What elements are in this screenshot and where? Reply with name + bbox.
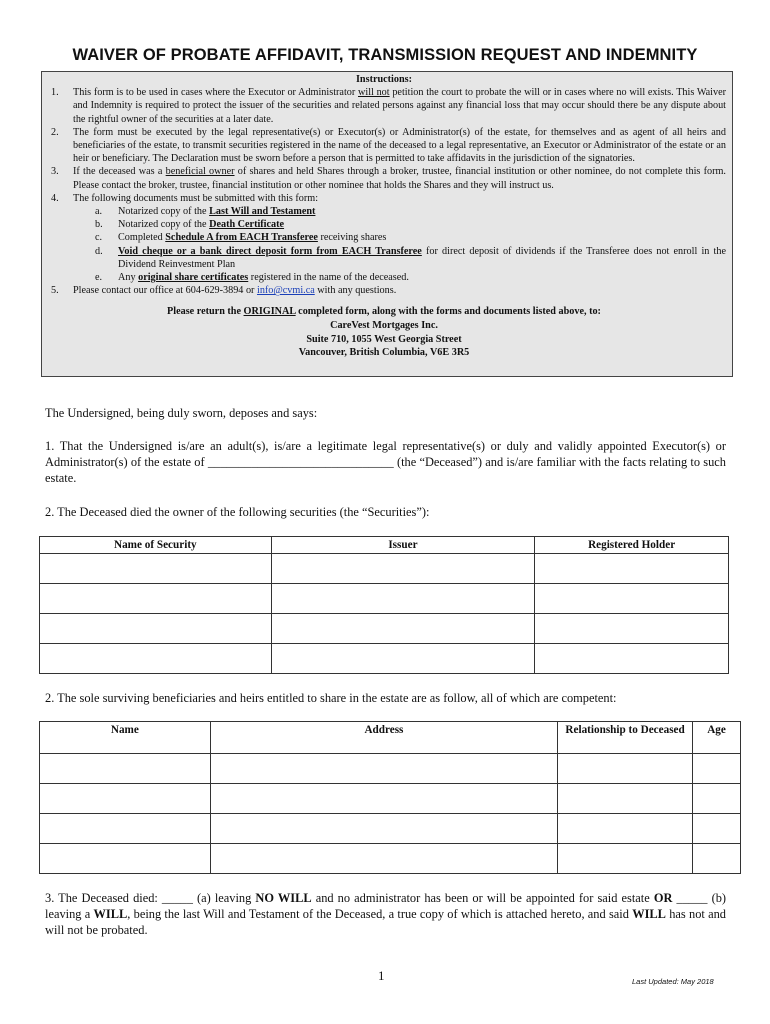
return-emphasis: ORIGINAL xyxy=(243,306,296,318)
return-text: Please return the xyxy=(167,306,244,318)
p3-text: and no administrator has been or will be appointed for said estate xyxy=(311,891,654,905)
document-item xyxy=(42,205,726,218)
name-cell[interactable] xyxy=(40,754,211,784)
issuer-cell[interactable] xyxy=(271,554,535,584)
age-cell[interactable] xyxy=(693,754,741,784)
issuer-cell[interactable] xyxy=(271,644,535,674)
col-header-address: Address xyxy=(210,722,557,754)
age-cell[interactable] xyxy=(693,844,741,874)
address-company: CareVest Mortgages Inc. xyxy=(330,320,438,332)
document-text: Completed xyxy=(118,232,166,244)
address-street: Suite 710, 1055 West Georgia Street xyxy=(306,333,462,345)
p3-bold: NO WILL xyxy=(255,891,312,905)
document-letter: d. xyxy=(95,245,103,257)
table-row xyxy=(40,554,729,584)
table-row xyxy=(40,644,729,674)
documents-sublist xyxy=(42,205,726,284)
instruction-text: petition the court to probate the will or in cases where no will exists. This Waiver and Indemnity is required to protect the issuer of the securities and related persons against any financial loss that may occur should there be any dispute about the rightful owner of the securities at a later date. xyxy=(73,87,727,125)
paragraph-2: 2. The Deceased died the owner of the following securities (the “Securities”): xyxy=(45,505,430,519)
document-item xyxy=(42,218,726,231)
instruction-number: 1. xyxy=(51,87,59,99)
age-cell[interactable] xyxy=(693,784,741,814)
registered-holder-cell[interactable] xyxy=(535,644,729,674)
document-text: Notarized copy of the xyxy=(118,206,210,218)
page-number: 1 xyxy=(378,968,385,983)
instruction-item xyxy=(42,165,726,191)
name-cell[interactable] xyxy=(40,784,211,814)
beneficiaries-table xyxy=(39,721,741,874)
instruction-item xyxy=(42,126,726,166)
document-emphasis: Void cheque or a bank direct deposit form from EACH Transferee xyxy=(118,245,422,257)
document-text: registered in the name of the deceased. xyxy=(248,272,409,284)
table-row xyxy=(40,754,741,784)
address-cell[interactable] xyxy=(210,754,557,784)
address-city: Vancouver, British Columbia, V6E 3R5 xyxy=(298,347,470,359)
instruction-text: This form is to be used in cases where the Executor or Administrator xyxy=(73,87,358,99)
instruction-item xyxy=(42,86,726,126)
document-text: receiving shares xyxy=(317,232,387,244)
p3-text: has not and will not be probated. xyxy=(45,907,726,937)
return-text: completed form, along with the forms and documents listed above, to: xyxy=(295,306,601,318)
document-emphasis: Death Certificate xyxy=(209,219,285,231)
p3-text: , being the last Will and Testament of the Deceased, a true copy of which is attached hereto, and said xyxy=(127,907,633,921)
relationship-cell[interactable] xyxy=(558,844,693,874)
name-cell[interactable] xyxy=(40,844,211,874)
table-row xyxy=(40,614,729,644)
registered-holder-cell[interactable] xyxy=(535,554,729,584)
document-letter: e. xyxy=(95,272,103,284)
address-cell[interactable] xyxy=(210,844,557,874)
col-header-name: Name xyxy=(40,722,211,754)
age-cell[interactable] xyxy=(693,814,741,844)
p3-bold: WILL xyxy=(632,907,666,921)
document-emphasis: Last Will and Testament xyxy=(209,206,316,218)
table-row xyxy=(40,784,741,814)
relationship-cell[interactable] xyxy=(558,754,693,784)
instruction-emphasis: beneficial owner xyxy=(165,166,235,178)
table-header-row xyxy=(40,722,741,754)
paragraph-2b: 2. The sole surviving beneficiaries and heirs entitled to share in the estate are as follow, all of which are competent: xyxy=(45,691,617,705)
security-name-cell[interactable] xyxy=(40,614,272,644)
instruction-number: 3. xyxy=(51,166,59,178)
p3-bold: OR xyxy=(653,891,673,905)
address-cell[interactable] xyxy=(210,814,557,844)
col-header-age: Age xyxy=(693,722,741,754)
intro-paragraph: The Undersigned, being duly sworn, deposes and says: xyxy=(45,406,318,420)
document-emphasis: Schedule A from EACH Transferee xyxy=(165,232,318,244)
document-item xyxy=(42,245,726,271)
last-updated: Last Updated: May 2018 xyxy=(632,977,714,986)
col-header-name-of-security: Name of Security xyxy=(40,537,272,554)
address-cell[interactable] xyxy=(210,784,557,814)
registered-holder-cell[interactable] xyxy=(535,584,729,614)
instruction-text: The form must be executed by the legal representative(s) or Executor(s) or Administrator(s) of the estate, for themselves and as agent of all heirs and beneficiaries of the estate, to transmit securities registered in the name of the deceased to a legal representative, an Executor or Administrator of the estate or an heir or beneficiary. The Declaration must be sworn before a person that is permitted to take affidavits in the jurisdiction of the signatories. xyxy=(73,126,726,165)
securities-table xyxy=(39,536,729,674)
relationship-cell[interactable] xyxy=(558,814,693,844)
email-link[interactable]: info@cvmi.ca xyxy=(256,285,315,297)
instruction-number: 4. xyxy=(51,192,59,204)
instruction-number: 5. xyxy=(51,285,59,297)
instructions-heading: Instructions: xyxy=(355,74,413,85)
table-row xyxy=(40,584,729,614)
col-header-registered-holder: Registered Holder xyxy=(535,537,729,554)
document-letter: b. xyxy=(95,219,103,231)
relationship-cell[interactable] xyxy=(558,784,693,814)
return-address-block xyxy=(42,305,726,359)
document-text: Any xyxy=(118,272,139,284)
paragraph-3 xyxy=(45,890,726,938)
instruction-emphasis: will not xyxy=(358,87,390,99)
security-name-cell[interactable] xyxy=(40,644,272,674)
paragraph-1: 1. That the Undersigned is/are an adult(s), is/are a legitimate legal representative(s) or duly and validly appointed Executor(s) or Administrator(s) of the estate of ______________________________ (the “Deceased”) and is/are familiar with the facts relating to such estate. xyxy=(45,439,726,485)
instruction-text: If the deceased was a xyxy=(73,166,166,178)
instruction-text: The following documents must be submitted with this form: xyxy=(73,192,319,204)
document-item xyxy=(42,231,726,244)
instruction-text: of shares and held Shares through a broker, trustee, financial institution or other nominee, do not complete this form. Please contact the broker, trustee, financial institution or other nominee that holds the Shares and they will instruct us. xyxy=(73,166,726,191)
name-cell[interactable] xyxy=(40,814,211,844)
form-title: WAIVER OF PROBATE AFFIDAVIT, TRANSMISSION REQUEST AND INDEMNITY xyxy=(72,46,698,64)
document-item xyxy=(42,271,726,284)
document-letter: c. xyxy=(95,232,103,244)
p3-text: 3. The Deceased died: _____ (a) leaving xyxy=(45,891,256,905)
table-header-row xyxy=(40,537,729,554)
instruction-number: 2. xyxy=(51,126,59,138)
col-header-relationship: Relationship to Deceased xyxy=(558,722,693,754)
document-letter: a. xyxy=(95,206,103,218)
instructions-list xyxy=(42,86,726,297)
table-row xyxy=(40,844,741,874)
registered-holder-cell[interactable] xyxy=(535,614,729,644)
issuer-cell[interactable] xyxy=(271,614,535,644)
security-name-cell[interactable] xyxy=(40,584,272,614)
instructions-box xyxy=(41,71,733,377)
document-emphasis: original share certificates xyxy=(138,272,249,284)
return-instruction xyxy=(42,305,726,319)
instruction-item xyxy=(42,284,726,297)
instruction-text: with any questions. xyxy=(314,285,397,297)
security-name-cell[interactable] xyxy=(40,554,272,584)
instruction-item xyxy=(42,192,726,205)
col-header-issuer: Issuer xyxy=(271,537,535,554)
p3-text: _____ (b) leaving a xyxy=(45,891,727,921)
p3-bold: WILL xyxy=(93,907,128,921)
table-row xyxy=(40,814,741,844)
document-text: for direct deposit of dividends if the Transferee does not enroll in the Dividend Reinvestment Plan xyxy=(118,245,726,270)
documents-sublist-container xyxy=(42,205,726,284)
document-text: Notarized copy of the xyxy=(118,219,210,231)
issuer-cell[interactable] xyxy=(271,584,535,614)
instruction-text: Please contact our office at 604-629-3894 or xyxy=(73,285,257,297)
